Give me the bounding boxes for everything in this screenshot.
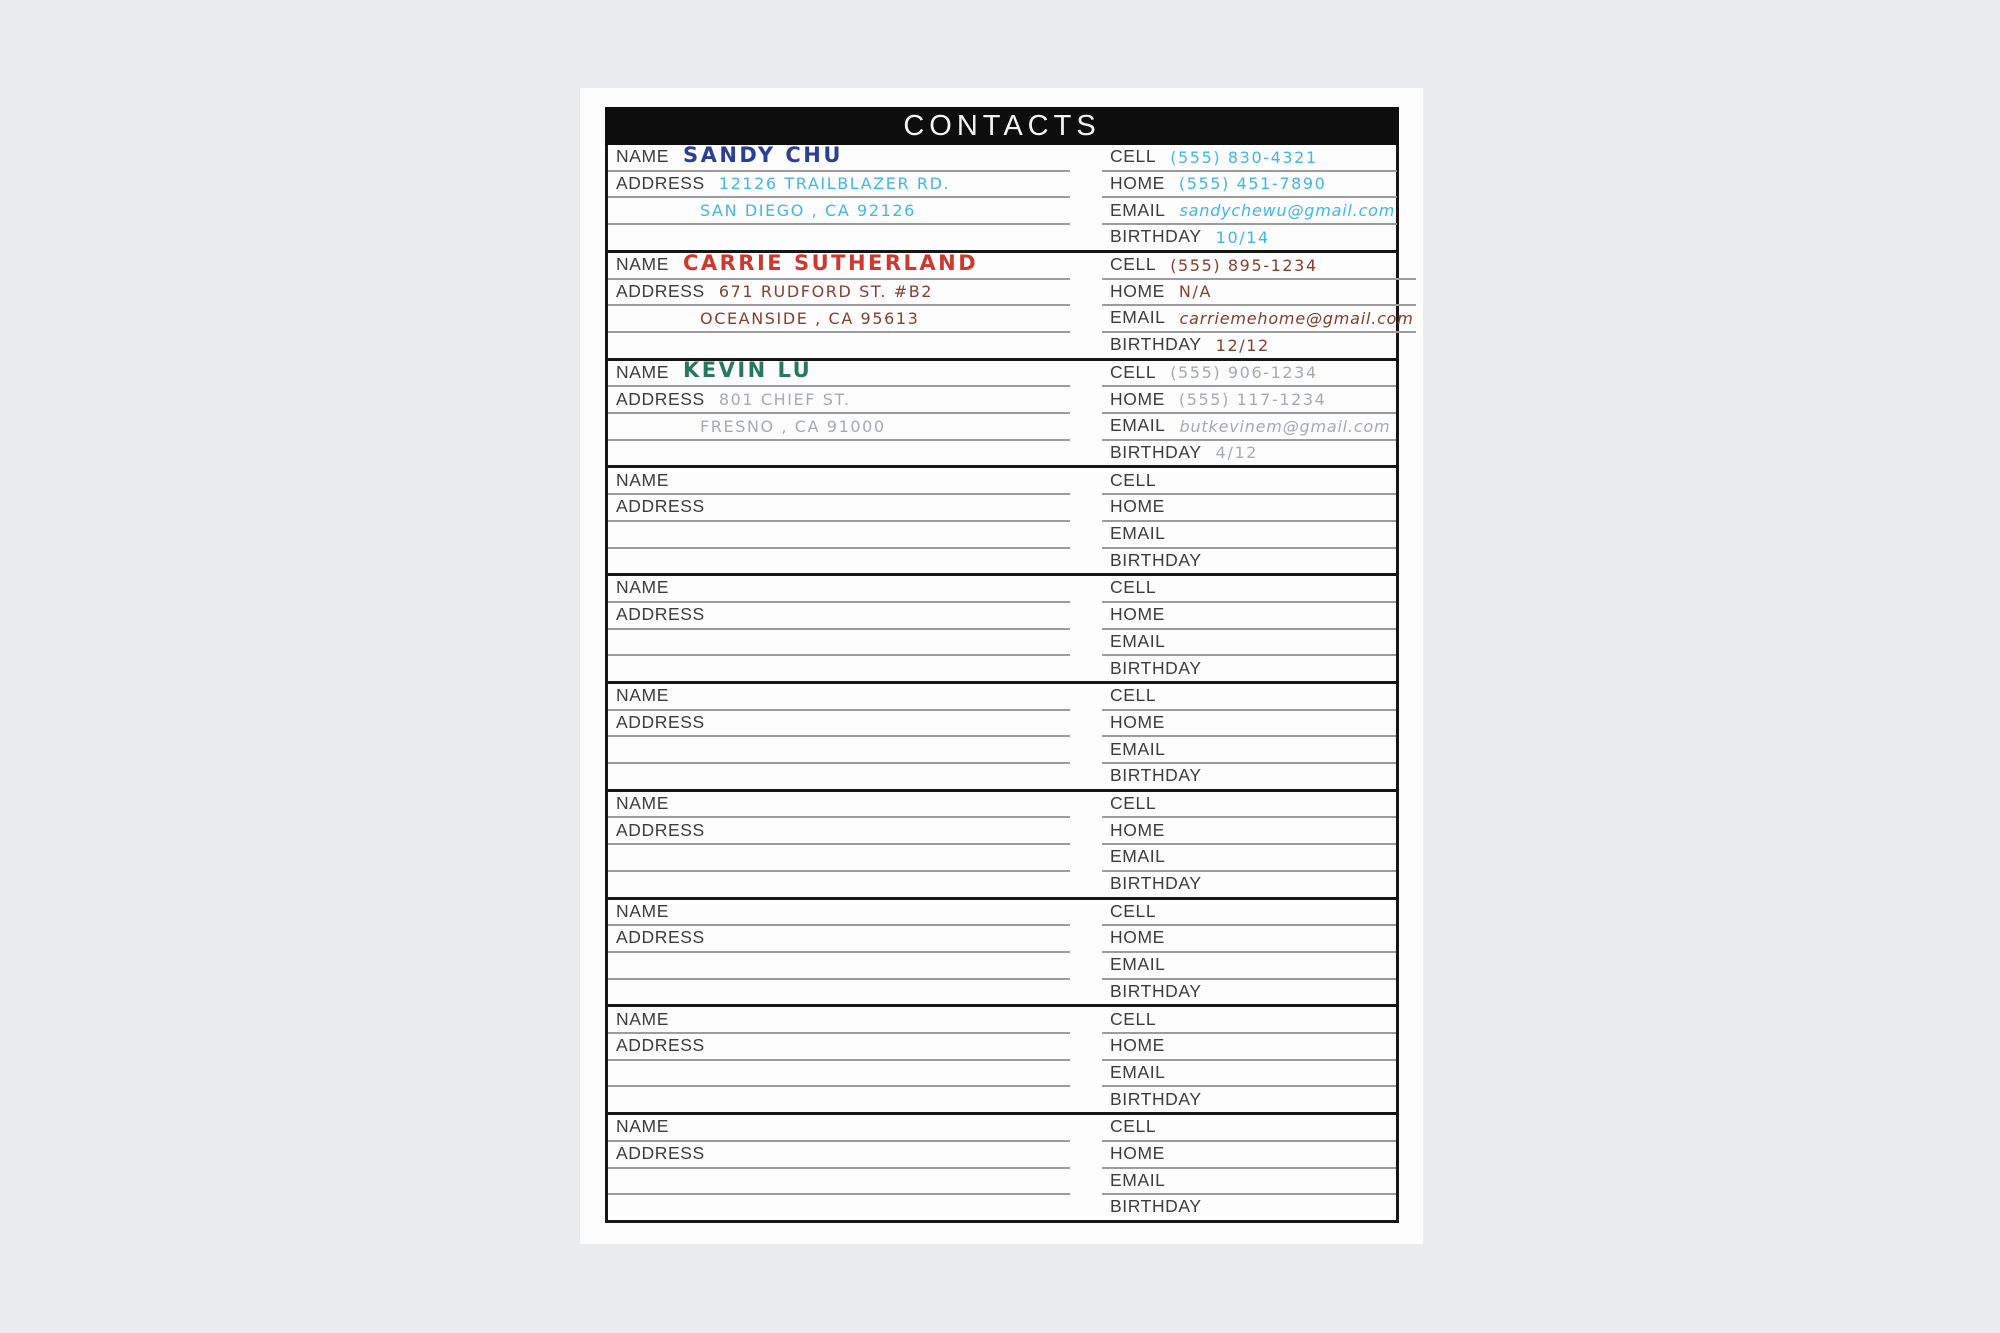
contact-right-column [1102,468,1396,573]
cell-row [1102,1115,1396,1142]
address-row [608,280,1070,307]
page-title: CONTACTS [903,109,1101,142]
birthday-label: BIRTHDAY [1110,549,1202,570]
home-row [1102,495,1396,522]
address-label: ADDRESS [616,1035,705,1056]
home-label: HOME [1110,819,1165,840]
name-label: NAME [616,1116,669,1137]
home-row [1102,926,1396,953]
address-continuation-row [608,1061,1070,1088]
blank-row [608,764,1070,789]
contact-block [608,576,1396,684]
address-continuation-row [608,522,1070,549]
name-label: NAME [616,900,669,921]
name-row [608,361,1070,388]
contact-left-column [608,684,1070,789]
cell-row [1102,684,1396,711]
name-row [608,576,1070,603]
address-label: ADDRESS [616,388,705,409]
email-label: EMAIL [1110,1169,1166,1190]
page-header [605,107,1399,145]
address-continuation-row [608,630,1070,657]
email-value: carriemehome@gmail.com [1179,308,1414,328]
email-label: EMAIL [1110,738,1166,759]
home-row [1102,1142,1396,1169]
email-label: EMAIL [1110,846,1166,867]
address-label: ADDRESS [616,711,705,732]
birthday-label: BIRTHDAY [1110,226,1202,247]
blank-row [608,656,1070,681]
address-line1-value: 671 RUDFORD ST. #B2 [718,282,934,302]
name-label: NAME [616,792,669,813]
cell-label: CELL [1110,146,1157,167]
home-row [1102,603,1396,630]
name-row [608,468,1070,495]
home-value: (555) 451-7890 [1178,174,1327,194]
home-label: HOME [1110,496,1165,517]
cell-label: CELL [1110,1116,1157,1137]
address-line2-value: OCEANSIDE , CA 95613 [700,308,920,328]
contact-block [608,900,1396,1008]
cell-label: CELL [1110,792,1157,813]
address-continuation-row [608,1169,1070,1196]
address-label: ADDRESS [616,280,705,301]
blank-row [608,441,1070,466]
birthday-label: BIRTHDAY [1110,1088,1202,1109]
email-row [1102,737,1396,764]
address-label: ADDRESS [616,927,705,948]
cell-row [1102,1007,1396,1034]
contact-block [608,252,1414,361]
name-row [608,792,1070,819]
birthday-value: 12/12 [1215,335,1270,355]
blank-row [608,225,1070,250]
home-label: HOME [1110,1143,1165,1164]
email-row [1102,522,1396,549]
cell-label: CELL [1110,361,1157,382]
name-row [608,684,1070,711]
home-row [1102,387,1396,414]
contact-right-column [1102,900,1396,1005]
birthday-value: 10/14 [1215,227,1270,247]
home-label: HOME [1110,280,1165,301]
contact-left-column [608,1007,1070,1112]
address-label: ADDRESS [616,604,705,625]
cell-value: (555) 895-1234 [1170,255,1318,275]
name-row [608,1115,1070,1142]
address-row [608,1142,1070,1169]
blank-row [608,333,1070,358]
name-label: NAME [616,254,669,274]
contact-block [608,792,1396,900]
contact-left-column [608,145,1070,250]
name-value: CARRIE SUTHERLAND [682,252,979,275]
email-value: butkevinem@gmail.com [1179,416,1391,436]
email-row [1102,630,1396,657]
address-line1-value: 801 CHIEF ST. [718,390,851,409]
contact-block [608,468,1396,576]
email-row [1102,1169,1396,1196]
address-row [608,926,1070,953]
address-continuation-row [608,953,1070,980]
contact-left-column [608,792,1070,897]
cell-row [1102,576,1396,603]
address-line1-value: 12126 TRAILBLAZER RD. [718,174,951,194]
email-row [1102,1061,1396,1088]
contact-right-column [1102,253,1416,358]
cell-row [1102,792,1396,819]
birthday-row [1102,225,1397,250]
contact-left-column [608,468,1070,573]
blank-row [608,980,1070,1005]
email-label: EMAIL [1110,954,1166,975]
birthday-row [1102,549,1396,574]
email-label: EMAIL [1110,1061,1166,1082]
home-label: HOME [1110,388,1165,409]
cell-row [1102,900,1396,927]
home-label: HOME [1110,1035,1165,1056]
cell-value: (555) 830-4321 [1170,147,1318,167]
address-label: ADDRESS [616,172,705,193]
contact-right-column [1102,792,1396,897]
home-label: HOME [1110,711,1165,732]
cell-label: CELL [1110,577,1157,598]
home-value: N/A [1178,282,1213,302]
cell-row [1102,145,1397,172]
contact-block [608,361,1396,469]
email-label: EMAIL [1110,415,1166,436]
birthday-row [1102,333,1416,358]
contact-right-column [1102,145,1397,250]
email-label: EMAIL [1110,307,1166,328]
birthday-row [1102,1087,1396,1112]
address-row [608,1034,1070,1061]
birthday-label: BIRTHDAY [1110,980,1202,1001]
birthday-row [1102,656,1396,681]
address-continuation-row [608,737,1070,764]
address-continuation-row [608,198,1070,225]
home-row [1102,1034,1396,1061]
birthday-row [1102,872,1396,897]
home-label: HOME [1110,604,1165,625]
contact-left-column [608,576,1070,681]
home-label: HOME [1110,927,1165,948]
contact-right-column [1102,1007,1396,1112]
address-label: ADDRESS [616,496,705,517]
home-value: (555) 117-1234 [1178,390,1327,409]
home-row [1102,172,1397,199]
address-label: ADDRESS [616,1143,705,1164]
name-label: NAME [616,577,669,598]
blank-row [608,549,1070,574]
birthday-label: BIRTHDAY [1110,657,1202,678]
contact-block [608,1007,1396,1115]
birthday-label: BIRTHDAY [1110,1196,1202,1217]
address-label: ADDRESS [616,819,705,840]
email-row [1102,306,1416,333]
birthday-row [1102,764,1396,789]
name-value: KEVIN LU [682,360,813,383]
home-label: HOME [1110,172,1165,193]
address-row [608,711,1070,738]
birthday-value: 4/12 [1215,443,1259,463]
email-row [1102,414,1396,441]
birthday-label: BIRTHDAY [1110,873,1202,894]
email-label: EMAIL [1110,199,1166,220]
blank-row [608,1195,1070,1220]
email-label: EMAIL [1110,523,1166,543]
cell-row [1102,253,1416,280]
cell-label: CELL [1110,1008,1157,1029]
address-continuation-row [608,845,1070,872]
address-continuation-row [608,414,1070,441]
name-label: NAME [616,685,669,706]
birthday-label: BIRTHDAY [1110,334,1202,355]
address-line2-value: FRESNO , CA 91000 [700,416,886,436]
cell-value: (555) 906-1234 [1170,363,1318,383]
address-line2-value: SAN DIEGO , CA 92126 [700,201,916,221]
name-label: NAME [616,361,669,382]
home-row [1102,280,1416,307]
contact-left-column [608,900,1070,1005]
cell-label: CELL [1110,469,1157,490]
contact-left-column [608,1115,1070,1220]
birthday-label: BIRTHDAY [1110,765,1202,786]
name-label: NAME [616,469,669,490]
blank-row [608,872,1070,897]
email-row [1102,198,1397,225]
email-value: sandychewu@gmail.com [1179,201,1396,221]
blank-row [608,1087,1070,1112]
contact-block [608,145,1396,253]
name-row [608,145,1070,172]
contacts-page [580,88,1423,1244]
birthday-row [1102,980,1396,1005]
cell-row [1102,468,1396,495]
cell-label: CELL [1110,254,1157,274]
name-row [608,253,1070,280]
birthday-row [1102,441,1396,466]
contact-right-column [1102,361,1396,466]
contact-block [608,1115,1396,1223]
address-row [608,818,1070,845]
home-row [1102,711,1396,738]
contact-left-column [608,253,1070,358]
contact-block [608,684,1396,792]
email-row [1102,953,1396,980]
contacts-table [605,145,1414,1223]
contact-right-column [1102,1115,1396,1220]
email-row [1102,845,1396,872]
name-value: SANDY CHU [682,145,843,167]
name-row [608,900,1070,927]
name-label: NAME [616,1008,669,1029]
name-label: NAME [616,146,669,167]
address-row [608,603,1070,630]
address-row [608,172,1070,199]
cell-label: CELL [1110,685,1157,706]
address-row [608,387,1070,414]
cell-label: CELL [1110,900,1157,921]
home-row [1102,818,1396,845]
birthday-label: BIRTHDAY [1110,441,1202,462]
contact-right-column [1102,684,1396,789]
address-continuation-row [608,306,1070,333]
contact-left-column [608,361,1070,466]
contact-right-column [1102,576,1396,681]
email-label: EMAIL [1110,630,1166,651]
birthday-row [1102,1195,1396,1220]
name-row [608,1007,1070,1034]
address-row [608,495,1070,522]
cell-row [1102,361,1396,388]
